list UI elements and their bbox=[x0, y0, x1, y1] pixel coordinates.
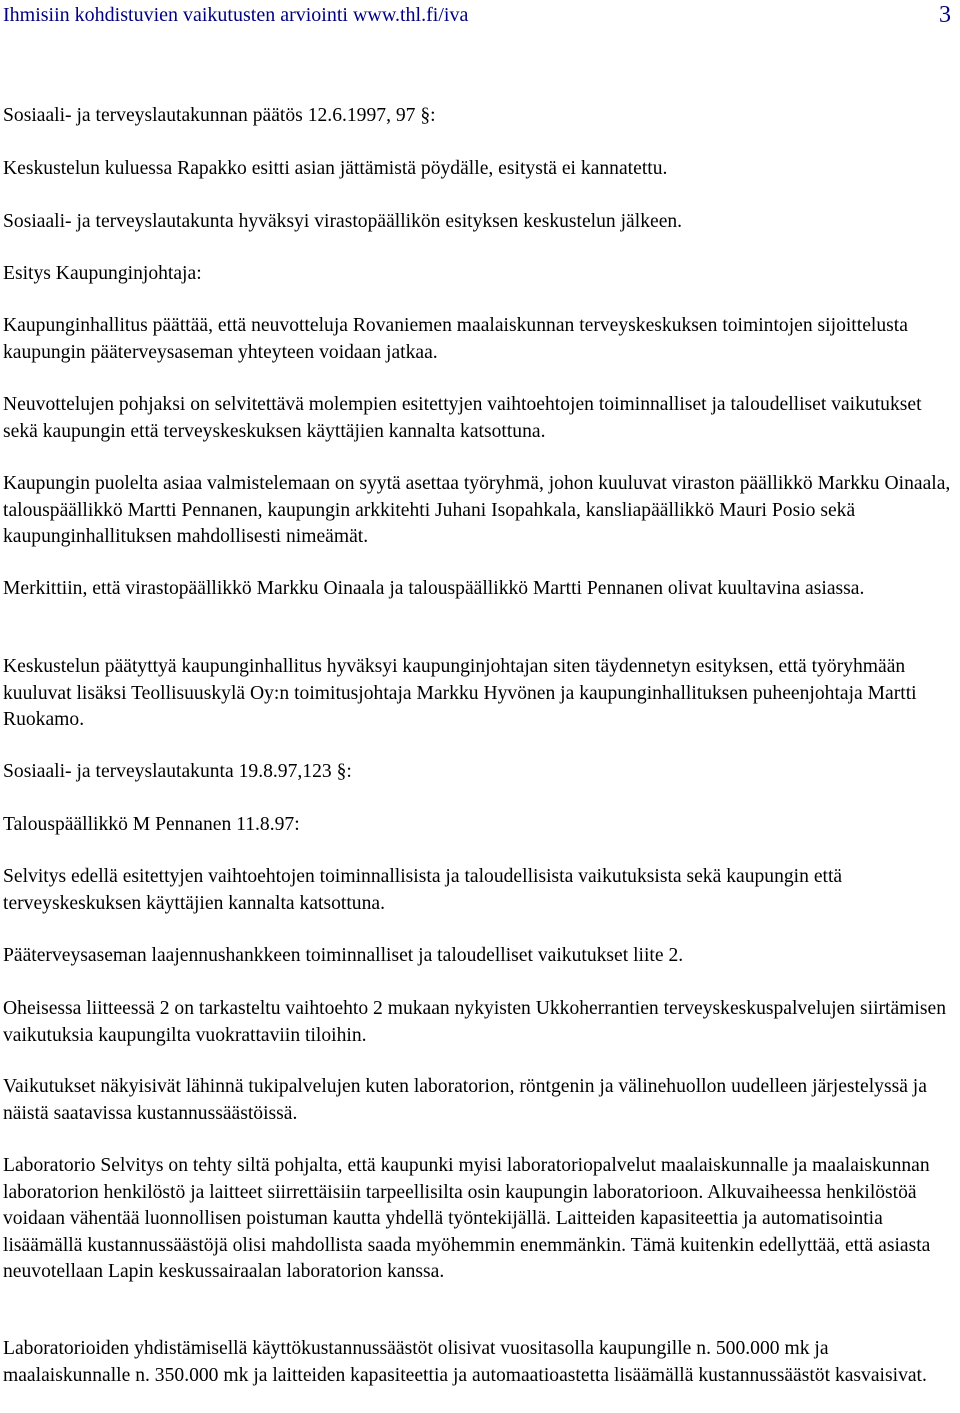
paragraph: Selvitys edellä esitettyjen vaihtoehtojen toiminnallisista ja taloudellisista vaikutuksista sekä kaupungin että terveyskeskuksen käyttäjien kannalta katsottuna. bbox=[3, 866, 843, 914]
paragraph: Keskustelun päätyttyä kaupunginhallitus hyväksyi kaupunginjohtajan siten täydennetyn esityksen, että työryhmään kuuluvat lisäksi Teollisuuskylä Oy:n toimitusjohtaja Markku Hyvönen ja kaupunginhallituksen puheenjohtaja Martti Ruokamo. bbox=[3, 656, 917, 730]
paragraph: Sosiaali- ja terveyslautakunta hyväksyi virastopäällikön esityksen keskustelun jälkeen. bbox=[3, 211, 683, 232]
paragraph: Laboratorio Selvitys on tehty siltä pohjalta, että kaupunki myisi laboratoriopalvelut maalaiskunnalle ja maalaiskunnan laboratorion henkilöstö ja laitteet siirrettäisiin tarpeellisilta osin kaupungin laboratorioon. Alkuvaiheessa henkilöstöä voidaan vähentää luonnollisen poistuman kautta yhdellä työntekijällä. Laitteiden kapasiteettia ja automatisointia lisäämällä kustannussäästöjä olisi mahdollista saada myöhemmin enemmänkin. Tämä kuitenkin edellyttää, että asiasta neuvotellaan Lapin keskussairaalan laboratorion kanssa. bbox=[3, 1155, 931, 1282]
page-header bbox=[0, 0, 960, 36]
header-title: Ihmisiin kohdistuvien vaikutusten arviointi www.thl.fi/iva bbox=[3, 4, 469, 26]
paragraph: Keskustelun kuluessa Rapakko esitti asian jättämistä pöydälle, esitystä ei kannatettu. bbox=[3, 158, 668, 179]
paragraph: Vaikutukset näkyisivät lähinnä tukipalvelujen kuten laboratorion, röntgenin ja välinehuollon uudelleen järjestelyssä ja näistä saatavissa kustannussäästöissä. bbox=[3, 1076, 927, 1124]
paragraph: Merkittiin, että virastopäällikkö Markku Oinaala ja talouspäällikkö Martti Pennanen olivat kuultavina asiassa. bbox=[3, 578, 865, 599]
paragraph: Esitys Kaupunginjohtaja: bbox=[3, 263, 202, 284]
paragraph: Neuvottelujen pohjaksi on selvitettävä molempien esitettyjen vaihtoehtojen toiminnalliset ja taloudelliset vaikutukset sekä kaupungin että terveyskeskuksen käyttäjien kannalta katsottuna. bbox=[3, 394, 922, 442]
paragraph: Sosiaali- ja terveyslautakunnan päätös 12.6.1997, 97 §: bbox=[3, 105, 436, 126]
paragraph: Oheisessa liitteessä 2 on tarkasteltu vaihtoehto 2 mukaan nykyisten Ukkoherrantien terveyskeskuspalvelujen siirtämisen vaikutuksia kaupungilta vuokrattaviin tiloihin. bbox=[3, 998, 946, 1046]
paragraph: Kaupungin puolelta asiaa valmistelemaan on syytä asettaa työryhmä, johon kuuluvat viraston päällikkö Markku Oinaala, talouspäällikkö Martti Pennanen, kaupungin arkkitehti Juhani Isopahkala, kansliapäällikkö Mauri Posio sekä kaupunginhallituksen mahdollisesti nimeämät. bbox=[3, 473, 951, 547]
page-number: 3 bbox=[939, 2, 951, 28]
paragraph: Pääterveysaseman laajennushankkeen toiminnalliset ja taloudelliset vaikutukset liite 2. bbox=[3, 945, 684, 966]
paragraph: Sosiaali- ja terveyslautakunta 19.8.97,123 §: bbox=[3, 761, 352, 782]
paragraph: Kaupunginhallitus päättää, että neuvotteluja Rovaniemen maalaiskunnan terveyskeskuksen toimintojen sijoittelusta kaupungin pääterveysaseman yhteyteen voidaan jatkaa. bbox=[3, 315, 908, 363]
paragraph: Laboratorioiden yhdistämisellä käyttökustannussäästöt olisivat vuositasolla kaupungille n. 500.000 mk ja maalaiskunnalle n. 350.000 mk ja laitteiden kapasiteettia ja automaatioastetta lisäämällä kustannussäästöt kasvaisivat. bbox=[3, 1338, 927, 1386]
paragraph: Talouspäällikkö M Pennanen 11.8.97: bbox=[3, 814, 300, 835]
